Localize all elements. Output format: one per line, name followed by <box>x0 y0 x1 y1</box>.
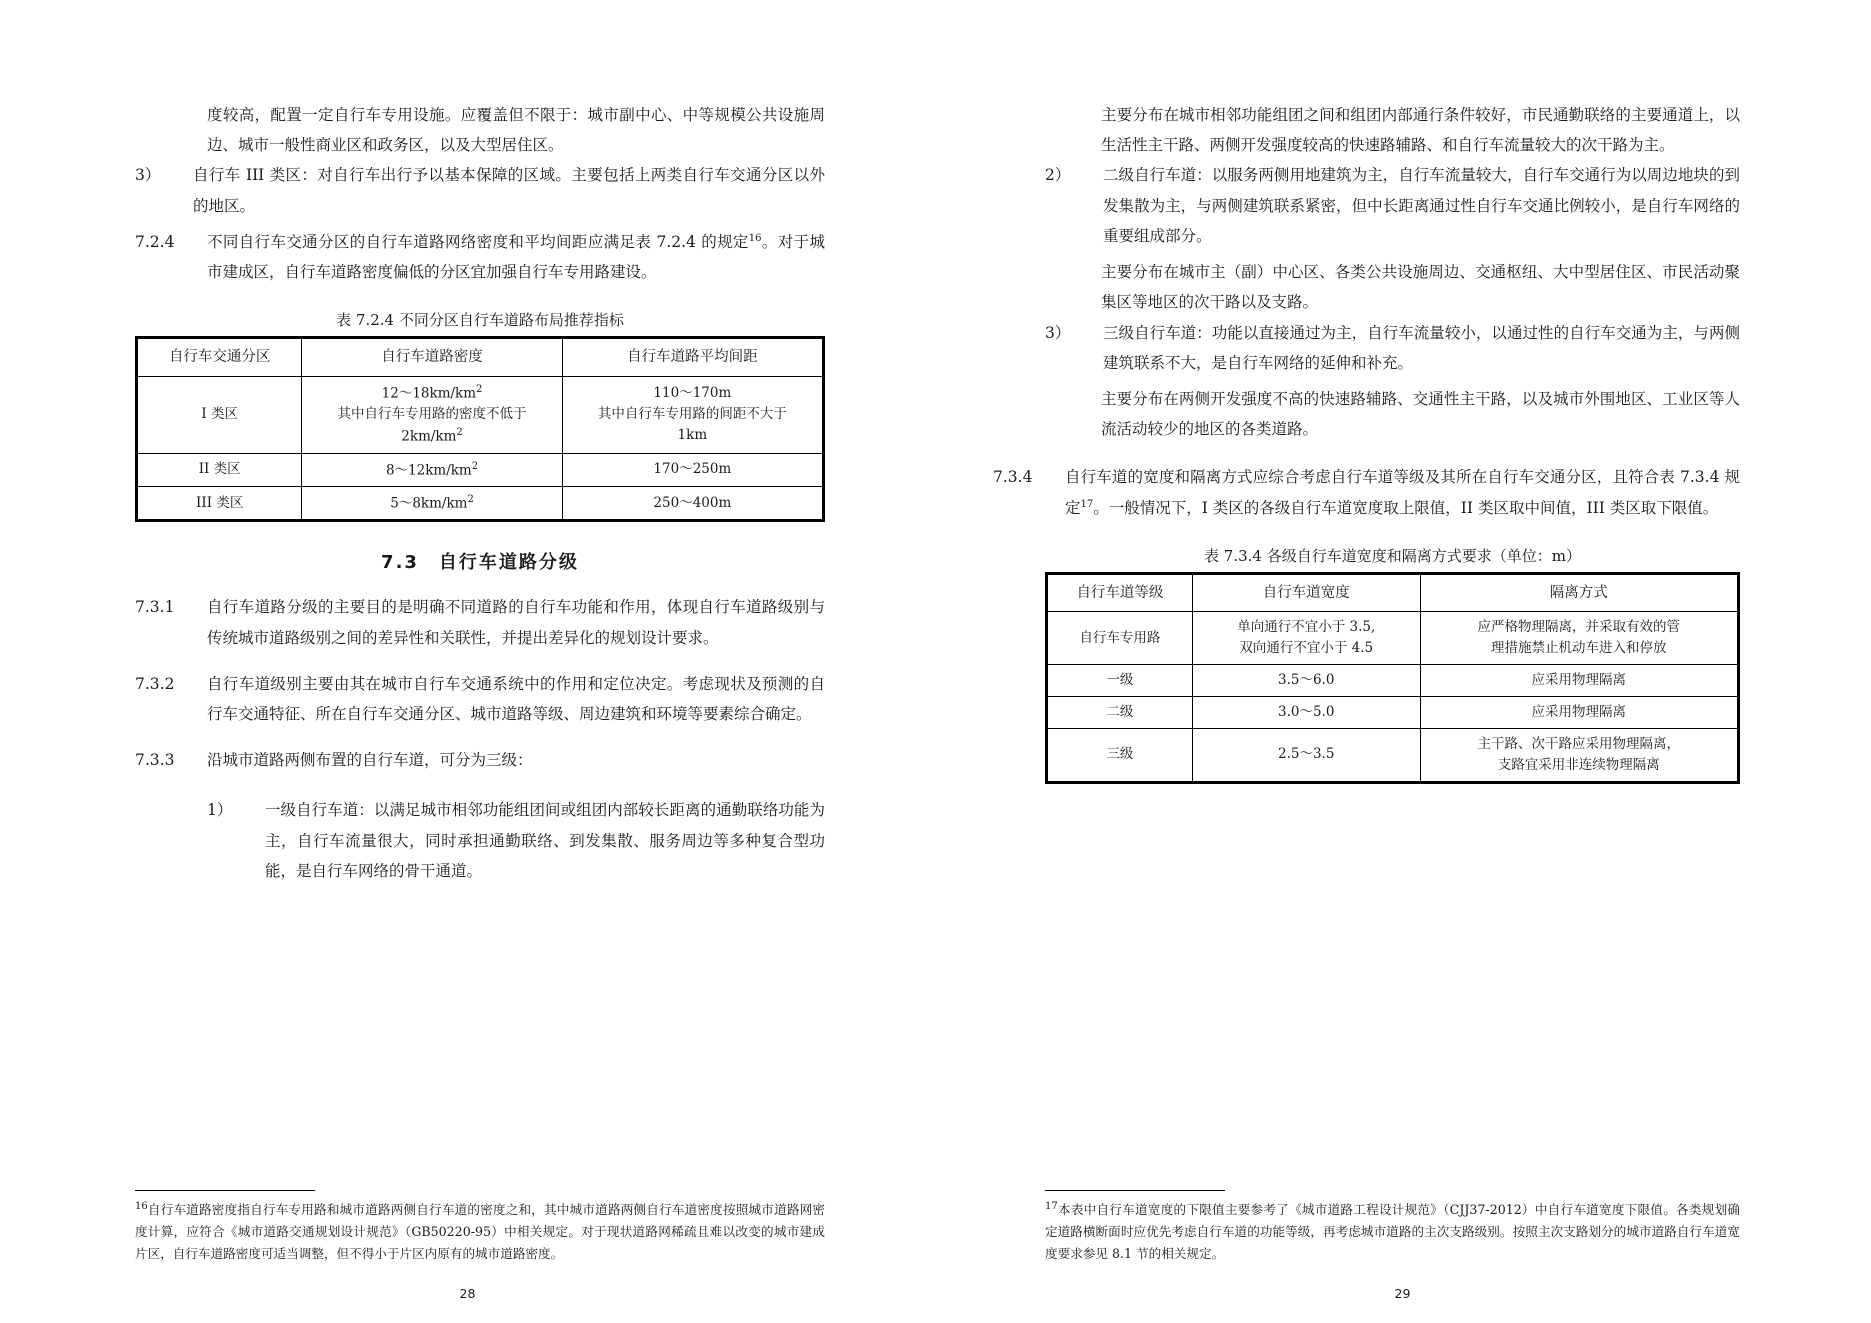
density-value: 8～12km/km <box>385 462 472 479</box>
table-cell-separation <box>1420 729 1737 782</box>
right-item-3-sub: 主要分布在两侧开发强度不高的快速路辅路、交通性主干路，以及城市外围地区、工业区等人流活动较少的地区的各类道路。 <box>1101 389 1740 439</box>
density-value: 12～18km/km <box>381 385 477 402</box>
table-row <box>1048 697 1738 729</box>
right-item-2 <box>1045 160 1740 251</box>
footnote-mark-16: 16 <box>135 1200 148 1212</box>
table-7-2-4-wrapper <box>135 336 825 522</box>
table-cell-level: 三级 <box>1048 729 1193 782</box>
table-cell-level: 二级 <box>1048 697 1193 729</box>
table-cell-separation: 应采用物理隔离 <box>1420 697 1737 729</box>
table-7-3-4-caption: 表 7.3.4 各级自行车道宽度和隔离方式要求（单位：m） <box>1204 546 1581 565</box>
table-cell-density <box>302 486 562 519</box>
table-cell-zone: I 类区 <box>138 376 302 453</box>
clause-7-3-3-text: 沿城市道路两侧布置的自行车道，可分为三级： <box>207 751 533 770</box>
clause-7-3-4-text-a: 自行车道的宽度和隔离方式应综合考虑自行车道等级及其所在自行车交通分区，且符合表 7.3.4 规定 <box>1065 468 1740 517</box>
table-cell-separation: 应采用物理隔离 <box>1420 665 1737 697</box>
table-header-cell: 自行车交通分区 <box>138 339 302 376</box>
density-exponent: 2 <box>476 383 483 395</box>
table-cell-spacing: 170～250m <box>562 453 822 486</box>
table-row <box>1048 665 1738 697</box>
table-row <box>1048 729 1738 782</box>
footnote-right-text <box>1045 1198 1740 1265</box>
clause-7-3-2-text: 自行车道级别主要由其在城市自行车交通系统中的作用和定位决定。考虑现状及预测的自行车交通特征、所在自行车交通分区、城市道路等级、周边建筑和环境等要素综合确定。 <box>207 674 825 724</box>
footnote-ref-17: 17 <box>1080 498 1094 510</box>
page-right <box>935 0 1870 1323</box>
density-value-2: 2km/km <box>401 428 457 445</box>
table-cell-separation <box>1420 612 1737 665</box>
footnote-left-text <box>135 1198 825 1265</box>
page-number-left: 28 <box>459 1286 476 1301</box>
table-7-2-4 <box>137 338 823 520</box>
clause-7-3-4-text <box>1065 462 1740 522</box>
clause-7-3-1-text: 自行车道路分级的主要目的是明确不同道路的自行车功能和作用，体现自行车道路级别与传统城市道路级别之间的差异性和关联性，并提出差异化的规划设计要求。 <box>207 598 825 647</box>
density-line-1 <box>306 382 557 404</box>
clause-7-2-4-number: 7.2.4 <box>135 232 175 251</box>
right-item-3-number: 3） <box>1045 323 1071 342</box>
sep-line-2: 理措施禁止机动车进入和停放 <box>1491 640 1667 657</box>
table-cell-spacing: 250～400m <box>562 486 822 519</box>
left-item-3-number: 3） <box>135 166 161 185</box>
table-cell-width <box>1192 612 1420 665</box>
right-item-3 <box>1045 318 1740 378</box>
table-header-cell: 自行车道路密度 <box>302 339 562 376</box>
spacing-line-3: 1km <box>677 427 708 444</box>
sep-line-2: 支路宜采用非连续物理隔离 <box>1497 756 1660 773</box>
clause-7-3-2-number: 7.3.2 <box>135 674 175 693</box>
table-cell-level: 自行车专用路 <box>1048 612 1193 665</box>
table-7-3-4 <box>1047 574 1738 782</box>
left-top-paragraph: 度较高，配置一定自行车专用设施。应覆盖但不限于：城市副中心、中等规模公共设施周边、城市一般性商业区和政务区，以及大型居住区。 <box>207 106 825 155</box>
left-item-1 <box>207 795 825 886</box>
table-row <box>1048 574 1738 611</box>
sep-line-1: 主干路、次干路应采用物理隔离， <box>1477 736 1681 752</box>
table-row <box>1048 612 1738 665</box>
table-cell-width: 2.5～3.5 <box>1192 729 1420 782</box>
right-item-2-number: 2） <box>1045 166 1071 185</box>
spacing-line-2: 其中自行车专用路的间距不大于 <box>597 406 787 423</box>
left-item-3-text: 自行车 III 类区：对自行车出行予以基本保障的区域。主要包括上两类自行车交通分区以外的地区。 <box>193 166 825 215</box>
page-number-right: 29 <box>1394 1286 1411 1301</box>
table-cell-width: 3.0～5.0 <box>1192 697 1420 729</box>
right-top-paragraph: 主要分布在城市相邻功能组团之间和组团内部通行条件较好，市民通勤联络的主要通道上，以生活性主干路、两侧开发强度较高的快速路辅路、和自行车流量较大的次干路为主。 <box>1101 106 1740 155</box>
density-exponent: 2 <box>471 460 479 472</box>
table-cell-width: 3.5～6.0 <box>1192 665 1420 697</box>
clause-7-3-4-number: 7.3.4 <box>993 468 1033 487</box>
right-item-2-sub: 主要分布在城市主（副）中心区、各类公共设施周边、交通枢纽、大中型居住区、市民活动聚集区等地区的次干路以及支路。 <box>1101 263 1740 312</box>
footnote-ref-16: 16 <box>748 232 762 244</box>
table-row <box>138 376 823 453</box>
left-item-1-number: 1） <box>207 801 233 820</box>
sep-line-1: 应严格物理隔离，并采取有效的管 <box>1477 619 1681 636</box>
clause-7-3-2 <box>135 669 825 729</box>
table-row <box>138 486 823 519</box>
table-header-cell: 自行车道等级 <box>1048 574 1193 611</box>
clause-7-3-1 <box>135 592 825 652</box>
density-value: 5～8km/km <box>390 495 468 512</box>
table-header-cell: 自行车道路平均间距 <box>562 339 822 376</box>
left-item-1-text: 一级自行车道：以满足城市相邻功能组团间或组团内部较长距离的通勤联络功能为主，自行车流量很大，同时承担通勤联络、到发集散、服务周边等多种复合型功能，是自行车网络的骨干通道。 <box>265 801 825 880</box>
right-item-2-text: 二级自行车道：以服务两侧用地建筑为主，自行车流量较大，自行车交通行为以周边地块的到发集散为主，与两侧建筑联系紧密，但中长距离通过性自行车交通比例较小，是自行车网络的重要组成部分。 <box>1103 166 1740 245</box>
footnote-right-body: 本表中自行车道宽度的下限值主要参考了《城市道路工程设计规范》（CJJ37-2012）中自行车道宽度下限值。各类规划确定道路横断面时应优先考虑自行车道的功能等级，再考虑城市道路的主次支路级别。按照主次支路划分的城市道路自行车道宽度要求参见 8.1 节的相关规定。 <box>1045 1201 1740 1261</box>
table-header-cell: 隔离方式 <box>1420 574 1737 611</box>
table-cell-spacing <box>562 376 822 453</box>
clause-7-2-4-text <box>207 227 825 287</box>
clause-7-2-4 <box>135 227 825 287</box>
table-header-cell: 自行车道宽度 <box>1192 574 1420 611</box>
right-item-3-text: 三级自行车道：功能以直接通过为主，自行车流量较小，以通过性的自行车交通为主，与两侧建筑联系不大，是自行车网络的延伸和补充。 <box>1103 323 1740 372</box>
table-cell-zone: II 类区 <box>138 453 302 486</box>
left-item-3 <box>135 160 825 220</box>
section-heading-7-3: 7.3 自行车道路分级 <box>381 552 579 574</box>
density-exponent-2: 2 <box>456 427 463 439</box>
width-line-2: 双向通行不宜小于 4.5 <box>1239 640 1374 657</box>
table-cell-density <box>302 376 562 453</box>
clause-7-3-4 <box>993 462 1740 522</box>
footnote-right <box>935 1190 1870 1265</box>
footnote-rule <box>1045 1190 1225 1191</box>
clause-7-3-4-text-b: 。一般情况下，I 类区的各级自行车道宽度取上限值，II 类区取中间值，III 类区取下限值。 <box>1093 498 1719 517</box>
table-row <box>138 339 823 376</box>
clause-7-3-3 <box>135 745 825 775</box>
clause-7-3-1-number: 7.3.1 <box>135 598 175 617</box>
clause-7-2-4-text-a: 不同自行车交通分区的自行车道路网络密度和平均间距应满足表 7.2.4 的规定 <box>207 232 749 251</box>
footnote-left <box>0 1190 935 1265</box>
footnote-rule <box>135 1190 315 1191</box>
spacing-line-1: 110～170m <box>653 385 732 402</box>
clause-7-2-4-text-b: 。对于城市建成区，自行车道路密度偏低的分区宜加强自行车专用路建设。 <box>207 232 825 282</box>
clause-7-3-3-number: 7.3.3 <box>135 751 175 770</box>
footnote-mark-17: 17 <box>1045 1200 1058 1212</box>
table-cell-density <box>302 453 562 486</box>
density-line-3 <box>306 425 557 447</box>
table-cell-level: 一级 <box>1048 665 1193 697</box>
table-row <box>138 453 823 486</box>
table-7-3-4-wrapper <box>1045 572 1740 784</box>
density-exponent: 2 <box>467 493 474 505</box>
table-cell-zone: III 类区 <box>138 486 302 519</box>
page-left <box>0 0 935 1323</box>
footnote-left-body: 自行车道路密度指自行车专用路和城市道路两侧自行车道的密度之和，其中城市道路两侧自行车道密度按照城市道路网密度计算，应符合《城市道路交通规划设计规范》（GB50220-95）中相关规定。对于现状道路网稀疏且难以改变的城市建成片区，自行车道路密度可适当调整，但不得小于片区内原有的城市道路密度。 <box>135 1201 825 1261</box>
table-7-2-4-caption: 表 7.2.4 不同分区自行车道路布局推荐指标 <box>336 311 624 330</box>
density-line-2: 其中自行车专用路的密度不低于 <box>337 406 527 423</box>
width-line-1: 单向通行不宜小于 3.5, <box>1237 619 1376 636</box>
